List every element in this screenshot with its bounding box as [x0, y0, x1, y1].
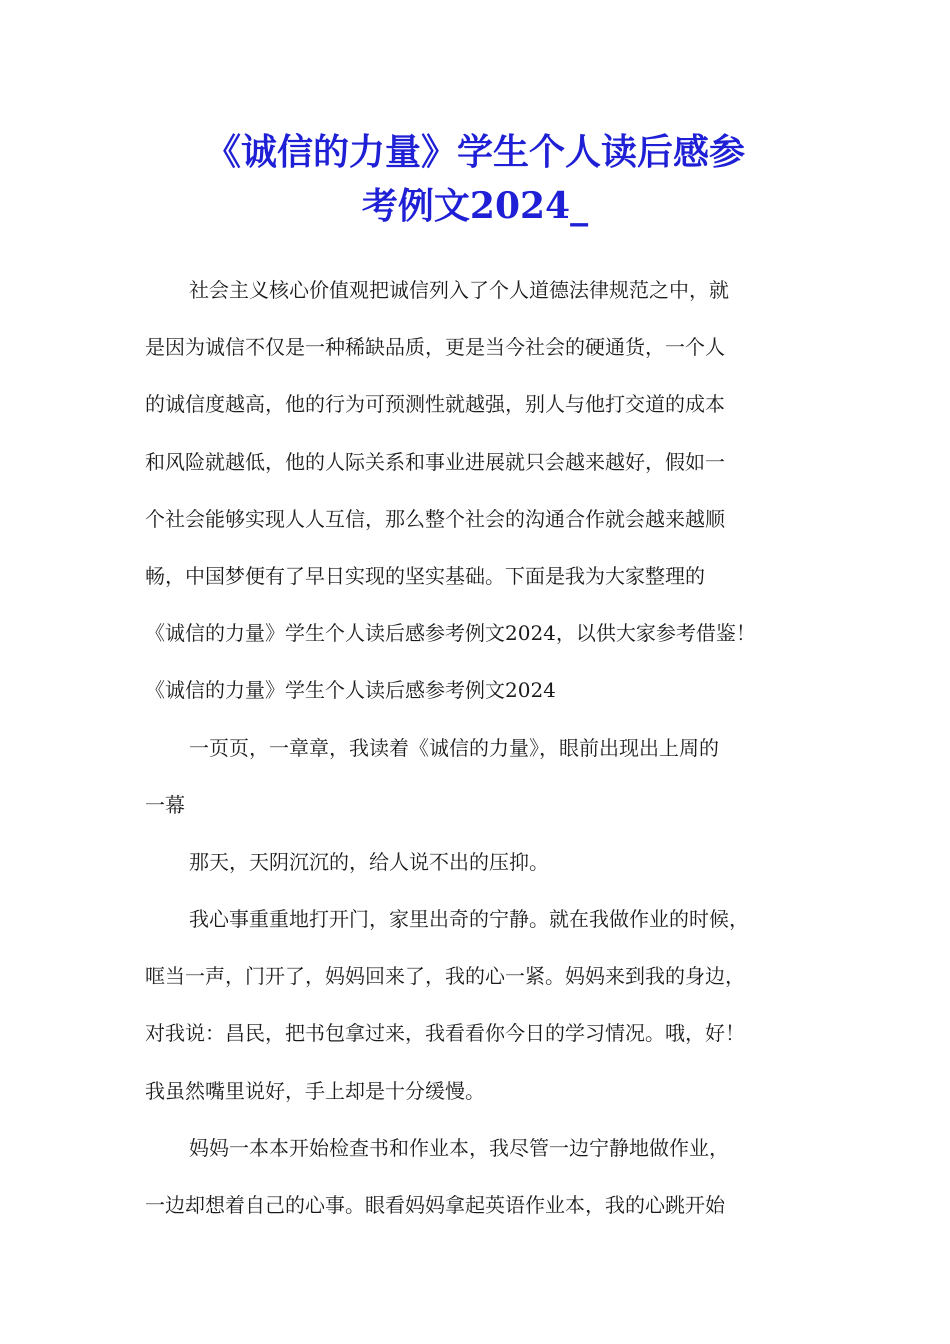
paragraph-line: 社会主义核心价值观把诚信列入了个人道德法律规范之中，就: [189, 278, 729, 302]
paragraph-line: 一页页，一章章，我读着《诚信的力量》，眼前出现出上周的: [189, 735, 719, 760]
paragraph-line: 对我说：昌民，把书包拿过来，我看看你今日的学习情况。哦，好！: [145, 1021, 745, 1046]
paragraph-line: 是因为诚信不仅是一种稀缺品质，更是当今社会的硬通货，一个人: [145, 335, 725, 360]
paragraph-line: 和风险就越低，他的人际关系和事业进展就只会越来越好，假如一: [145, 449, 725, 474]
paragraph-line: 我心事重重地打开门，家里出奇的宁静。就在我做作业的时候，: [189, 907, 749, 932]
paragraph-line: 妈妈一本本开始检查书和作业本，我尽管一边宁静地做作业，: [189, 1135, 729, 1160]
document-title: [140, 125, 810, 233]
paragraph-line: 那天，天阴沉沉的，给人说不出的压抑。: [189, 849, 549, 874]
paragraph-line: 我虽然嘴里说好，手上却是十分缓慢。: [145, 1078, 485, 1103]
paragraph-line: 《诚信的力量》学生个人读后感参考例文2024，以供大家参考借鉴！: [145, 621, 756, 646]
title-line-2: 考例文2024_: [361, 185, 589, 227]
title-line-1: 《诚信的力量》学生个人读后感参: [204, 131, 745, 173]
section-heading: 《诚信的力量》学生个人读后感参考例文2024: [145, 678, 556, 703]
paragraph-line: 的诚信度越高，他的行为可预测性就越强，别人与他打交道的成本: [145, 392, 725, 417]
paragraph-line: 个社会能够实现人人互信，那么整个社会的沟通合作就会越来越顺: [145, 506, 725, 531]
paragraph-line: 哐当一声，门开了，妈妈回来了，我的心一紧。妈妈来到我的身边，: [145, 964, 745, 989]
paragraph-line: 一边却想着自己的心事。眼看妈妈拿起英语作业本，我的心跳开始: [145, 1193, 725, 1217]
paragraph-line: 一幕: [145, 792, 185, 817]
paragraph-line: 畅，中国梦便有了早日实现的坚实基础。下面是我为大家整理的: [145, 563, 705, 588]
document-body: [145, 262, 810, 1234]
